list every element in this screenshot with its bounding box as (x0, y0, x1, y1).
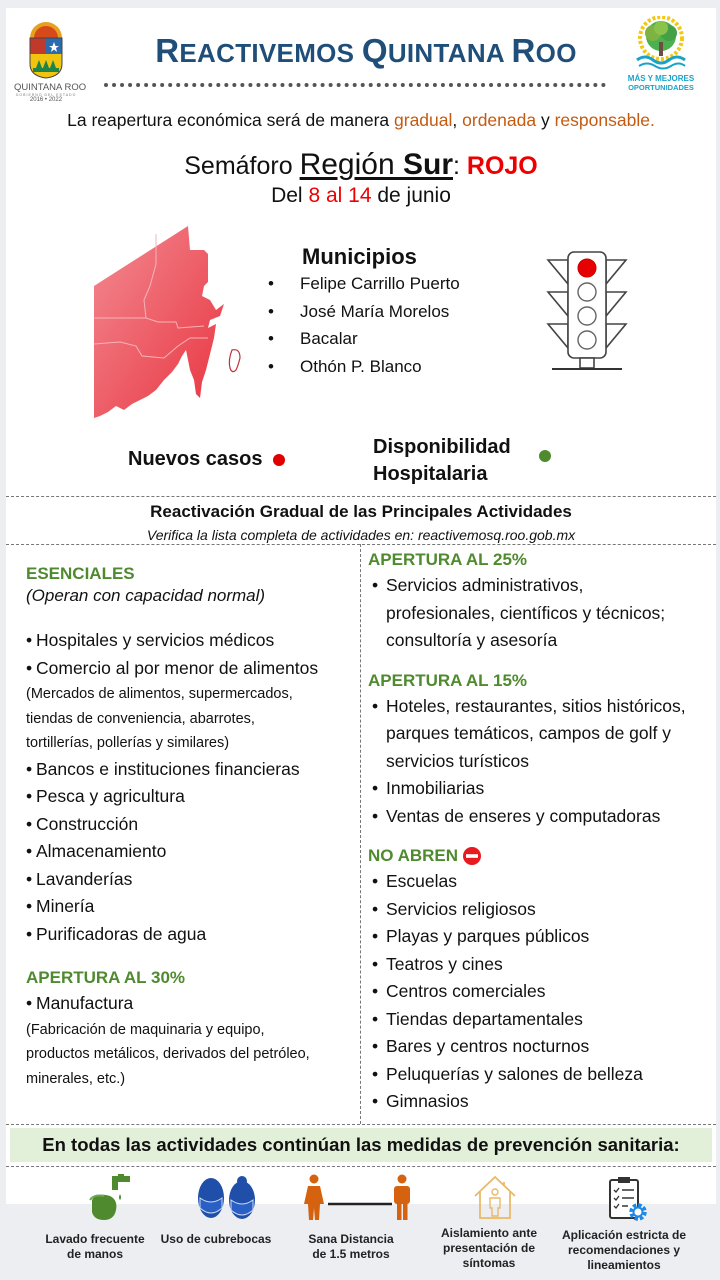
municipio-name: José María Morelos (300, 301, 450, 321)
activity-detail: productos metálicos, derivados del petróleo, (26, 1046, 310, 1062)
list-item (26, 655, 362, 683)
bullet-icon: • (26, 758, 33, 779)
semaforo-heading (6, 148, 716, 182)
list-item (368, 923, 713, 951)
list-item (368, 1033, 713, 1061)
measure-label-line: Sana Distancia (308, 1232, 394, 1246)
measure-label-line: recomendaciones y (567, 1243, 681, 1257)
no-entry-icon (462, 846, 482, 866)
activity-name: Minería (36, 896, 95, 916)
tagline-period: . (649, 110, 655, 130)
esenciales-column (26, 563, 362, 1091)
activity-name: Playas y parques públicos (386, 926, 590, 946)
municipio-name: Bacalar (300, 329, 358, 348)
bullet-icon: • (26, 786, 33, 806)
bullet-icon: • (372, 1008, 379, 1029)
list-item (26, 838, 362, 866)
title-cap: R (155, 32, 180, 69)
list-item (26, 756, 362, 784)
title-rest: OO (535, 38, 577, 68)
title-cap: R (511, 32, 536, 69)
activity-line: servicios turísticos (386, 750, 529, 771)
list-item (368, 978, 713, 1006)
date-to: 14 (348, 184, 372, 207)
apertura-column (368, 548, 713, 1116)
activity-name: Servicios religiosos (386, 898, 536, 919)
activity-detail: minerales, etc.) (26, 1070, 126, 1087)
indicator-label: Nuevos casos (128, 448, 263, 470)
bullet-icon: • (372, 1063, 379, 1084)
apertura-15-title: APERTURA AL 15% (368, 670, 528, 690)
activity-name: Centros comerciales (386, 981, 546, 1001)
semaforo-status: ROJO (466, 152, 538, 180)
measure-label (40, 1232, 150, 1262)
activity-line: Servicios administrativos, (386, 575, 584, 595)
activity-line: parques temáticos, campos de golf y (386, 723, 672, 743)
measure-label-line: de 1.5 metros (312, 1247, 390, 1261)
bullet-icon: • (26, 813, 33, 834)
activity-name: Escuelas (386, 871, 458, 891)
esenciales-note: (Operan con capacidad normal) (26, 586, 266, 605)
title-word-2 (361, 32, 512, 69)
activity-name: Bares y centros nocturnos (386, 1036, 590, 1056)
list-item (26, 866, 362, 894)
indicator-hospitalaria (373, 434, 511, 488)
activity-name: Comercio al por menor de alimentos (36, 657, 319, 678)
bullet-icon: • (372, 695, 379, 716)
activity-line: Hoteles, restaurantes, sitios históricos, (386, 695, 686, 716)
tagline-responsable: responsable (554, 110, 650, 130)
bullet-icon: • (372, 1036, 379, 1056)
infographic-card (6, 8, 716, 1272)
list-item (26, 893, 362, 921)
title-word-3 (511, 32, 577, 69)
municipio-name: Felipe Carrillo Puerto (300, 274, 460, 293)
bullet-icon: • (372, 953, 379, 974)
semaforo-label: Semáforo (184, 152, 300, 180)
activity-name: Lavanderías (36, 868, 133, 889)
green-dot-icon (539, 450, 551, 462)
indicator-label: Hospitalaria (373, 463, 488, 485)
title-dotted-divider (104, 83, 606, 87)
list-item (368, 803, 713, 831)
list-item (368, 693, 713, 776)
activity-name: Peluquerías y salones de belleza (386, 1063, 643, 1084)
tagline-ordenada: ordenada (462, 110, 537, 130)
bullet-icon: • (372, 778, 379, 798)
measure-label-line: lineamientos (587, 1258, 661, 1272)
list-item (368, 896, 713, 924)
logo-subtitle: GOBIERNO DEL ESTADO (15, 93, 77, 97)
tagline-sep: , (452, 110, 463, 130)
measure-label-line: Aplicación estricta de (561, 1228, 687, 1242)
list-item (368, 951, 713, 979)
activity-name (386, 572, 665, 655)
red-dot-icon (273, 454, 285, 466)
region-name (300, 148, 453, 181)
logo-name: QUINTANA ROO (14, 82, 87, 93)
bullet-icon: • (372, 926, 379, 946)
measure-label (554, 1228, 694, 1273)
list-item (368, 1061, 713, 1089)
list-item (26, 627, 362, 655)
bullet-icon: • (26, 657, 33, 678)
traffic-light-icon (540, 248, 634, 372)
municipio-name: Othón P. Blanco (300, 356, 422, 376)
measure-label (430, 1226, 548, 1271)
list-item (368, 775, 713, 803)
measure-label-line: Lavado frecuente (45, 1232, 145, 1246)
list-item (368, 572, 713, 655)
municipios-title: Municipios (302, 244, 417, 269)
light-red (578, 259, 596, 277)
bullet-icon: • (26, 841, 33, 861)
page-title (106, 32, 626, 70)
list-item (368, 1088, 713, 1116)
bullet-icon: • (26, 630, 33, 650)
activity-detail: tiendas de conveniencia, abarrotes, (26, 710, 255, 727)
tagline-text: La reapertura económica será de manera (67, 110, 395, 130)
bullet-icon: • (26, 896, 33, 916)
activity-line: profesionales, científicos y técnicos; (386, 602, 666, 623)
tree-logo-icon (629, 16, 693, 74)
bullet-icon: • (372, 981, 379, 1001)
divider (6, 1124, 716, 1125)
face-mask-icon (196, 1176, 258, 1222)
activity-name: Construcción (36, 813, 139, 834)
activity-detail: tortillerías, pollerías y similares) (26, 735, 230, 751)
activity-name: Gimnasios (386, 1091, 469, 1111)
light-off (578, 331, 596, 349)
divider (6, 496, 716, 497)
logo-line-1: MÁS Y MEJORES (627, 74, 695, 83)
divider (6, 544, 716, 545)
list-item (264, 302, 460, 330)
date-mid: al (320, 184, 349, 207)
activity-line: consultoría y asesoría (386, 630, 558, 650)
measure-label-line: Aislamiento ante (440, 1226, 538, 1240)
region-sur: Sur (402, 148, 453, 181)
bullet-icon: • (372, 898, 379, 919)
activity-name: Pesca y agricultura (36, 786, 185, 806)
municipios-list (264, 274, 460, 384)
divider (6, 1166, 716, 1167)
list-item (26, 811, 362, 839)
indicator-label: Disponibilidad (373, 436, 511, 458)
tagline (6, 110, 716, 131)
list-item (26, 990, 362, 1018)
cozumel-island (229, 350, 240, 372)
bullet-icon: • (268, 356, 274, 376)
measure-label-line: síntomas (462, 1256, 516, 1270)
tagline-gradual: gradual (394, 110, 453, 130)
bullet-icon: • (268, 301, 274, 321)
activity-name: Almacenamiento (36, 841, 167, 861)
measure-label-line: presentación de (442, 1241, 536, 1255)
region-word: Región (299, 148, 403, 181)
mas-y-mejores-oportunidades-logo (624, 16, 698, 106)
bullet-icon: • (268, 274, 274, 293)
measure-label-line: de manos (66, 1247, 123, 1261)
light-off (578, 283, 596, 301)
bullet-icon: • (372, 575, 379, 595)
handwashing-icon (86, 1174, 136, 1222)
list-item (368, 1006, 713, 1034)
list-item (264, 274, 460, 302)
date-prefix: Del (271, 184, 309, 207)
bullet-icon: • (372, 805, 379, 826)
date-suffix: de junio (371, 184, 451, 207)
activity-name: Teatros y cines (386, 953, 503, 974)
logo-line-2: OPORTUNIDADES (628, 83, 694, 92)
measure-label (156, 1232, 276, 1247)
date-range (6, 184, 716, 208)
section-title: Reactivación Gradual de las Principales Actividades (150, 502, 572, 521)
section-subtitle: Verifica la lista completa de actividades en: reactivemosq.roo.gob.mx (146, 527, 576, 543)
checklist-gear-icon (606, 1176, 652, 1224)
activity-name: Bancos e instituciones financieras (36, 758, 300, 779)
title-rest: EACTIVEMOS (179, 38, 362, 68)
title-rest: UINTANA (387, 38, 512, 68)
region-map (86, 220, 256, 420)
date-from: 8 (308, 184, 321, 207)
list-item (368, 868, 713, 896)
bullet-icon: • (26, 993, 33, 1013)
no-abren-title (368, 844, 713, 868)
bullet-icon: • (372, 1091, 379, 1111)
indicator-nuevos-casos (128, 448, 285, 471)
apertura-25-title: APERTURA AL 25% (368, 550, 528, 569)
title-word-1 (155, 32, 362, 69)
colon: : (453, 152, 467, 180)
measure-label (296, 1232, 406, 1262)
activity-name: Hospitales y servicios médicos (36, 630, 275, 650)
social-distance-icon (304, 1174, 416, 1222)
activity-name (386, 693, 686, 776)
logo-years: 2016 • 2022 (29, 97, 63, 103)
title-cap: Q (361, 32, 388, 69)
apertura-30-title: APERTURA AL 30% (26, 968, 186, 987)
measure-label-line: Uso de cubrebocas (160, 1232, 272, 1246)
activity-name: Purificadoras de agua (36, 923, 207, 944)
list-item (264, 329, 460, 357)
quintana-roo-government-logo (14, 16, 87, 103)
activity-name: Inmobiliarias (386, 778, 485, 798)
bullet-icon: • (268, 329, 274, 348)
esenciales-title: ESENCIALES (26, 564, 135, 583)
coat-of-arms-icon (24, 20, 68, 80)
list-item (26, 921, 362, 949)
bullet-icon: • (26, 868, 33, 889)
home-isolation-icon (472, 1174, 518, 1220)
bullet-icon: • (26, 923, 33, 944)
list-item (264, 357, 460, 385)
activity-name: Tiendas departamentales (386, 1008, 583, 1029)
tagline-sep: y (536, 110, 555, 130)
activity-name: Ventas de enseres y computadoras (386, 805, 661, 826)
light-off (578, 307, 596, 325)
no-abren-label: NO ABREN (368, 846, 459, 865)
list-item (26, 783, 362, 811)
bullet-icon: • (372, 871, 379, 891)
prevention-banner: En todas las actividades continúan las medidas de prevención sanitaria: (10, 1128, 712, 1162)
activity-detail: (Fabricación de maquinaria y equipo, (26, 1021, 265, 1038)
activity-name: Manufactura (36, 993, 134, 1013)
activity-detail: (Mercados de alimentos, supermercados, (26, 686, 293, 702)
